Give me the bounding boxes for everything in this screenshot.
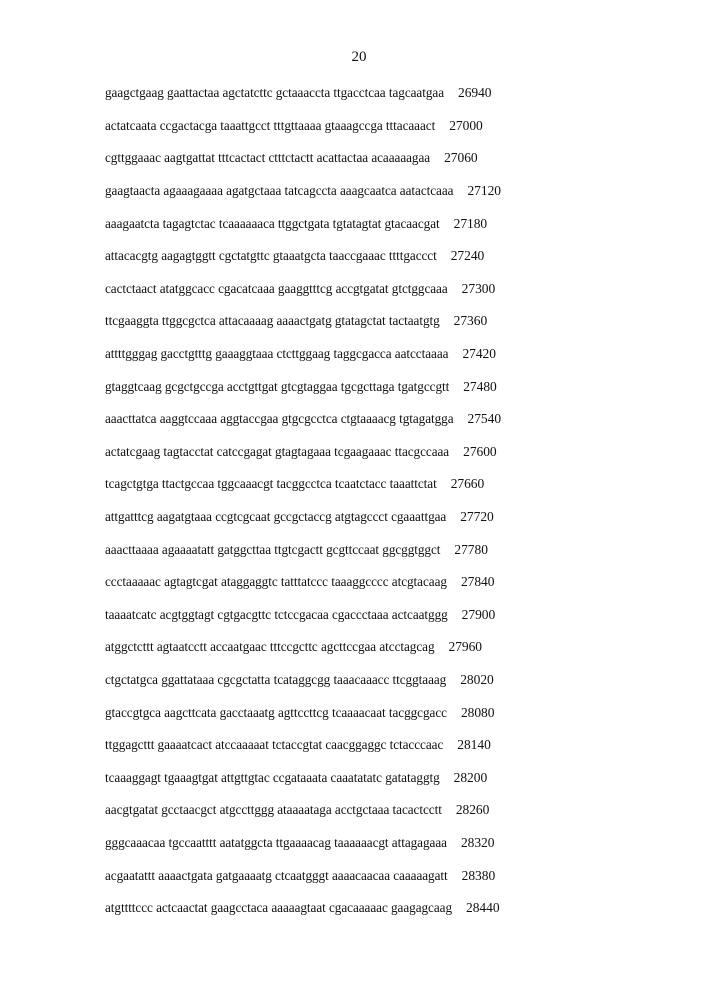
sequence-text: aaacttaaaa agaaaatatt gatggcttaa ttgtcgactt gcgttccaat ggcggtggct bbox=[105, 541, 441, 557]
sequence-row bbox=[105, 207, 575, 240]
sequence-text: cgttggaaac aagtgattat tttcactact ctttctactt acattactaa acaaaaagaa bbox=[105, 150, 431, 166]
sequence-text: actatcgaag tagtacctat catccgagat gtagtagaaa tcgaagaaac ttacgccaaa bbox=[105, 443, 450, 459]
sequence-position: 27540 bbox=[467, 411, 502, 427]
sequence-position: 28380 bbox=[461, 867, 496, 883]
sequence-row bbox=[105, 566, 575, 599]
sequence-position: 28020 bbox=[460, 671, 494, 687]
sequence-row bbox=[105, 142, 575, 175]
sequence-row bbox=[105, 631, 575, 664]
sequence-position: 27720 bbox=[460, 509, 494, 525]
sequence-row bbox=[105, 240, 575, 273]
sequence-position: 27660 bbox=[450, 476, 485, 492]
sequence-text: taaaatcatc acgtggtagt cgtgacgttc tctccgacaa cgaccctaaa actcaatggg bbox=[105, 606, 448, 622]
sequence-row bbox=[105, 436, 575, 469]
sequence-row bbox=[105, 501, 575, 534]
sequence-position: 27000 bbox=[449, 117, 483, 133]
sequence-position: 27420 bbox=[462, 346, 496, 362]
sequence-row bbox=[105, 892, 575, 925]
sequence-row bbox=[105, 468, 575, 501]
sequence-position: 28140 bbox=[457, 737, 491, 753]
sequence-position: 26940 bbox=[458, 85, 492, 101]
page-number: 20 bbox=[351, 49, 367, 65]
sequence-text: gaagtaacta agaaagaaaa agatgctaaa tatcagccta aaagcaatca aatactcaaa bbox=[105, 183, 454, 199]
sequence-text: tcaaaggagt tgaaagtgat attgttgtac ccgataaata caaatatatc gatataggtg bbox=[105, 769, 440, 785]
sequence-text: atggctcttt agtaatcctt accaatgaac tttccgcttc agcttccgaa atcctagcag bbox=[105, 639, 435, 655]
sequence-row bbox=[105, 175, 575, 208]
sequence-text: aaacttatca aaggtccaaa aggtaccgaa gtgcgcctca ctgtaaaacg tgtagatgga bbox=[105, 411, 454, 427]
sequence-position: 28260 bbox=[455, 802, 490, 818]
sequence-text: gggcaaacaa tgccaatttt aatatggcta ttgaaaacag taaaaaacgt attagagaaa bbox=[105, 834, 447, 850]
sequence-listing bbox=[105, 77, 575, 924]
sequence-text: gtaggtcaag gcgctgccga acctgttgat gtcgtaggaa tgcgcttaga tgatgccgtt bbox=[105, 378, 450, 394]
sequence-row bbox=[105, 696, 575, 729]
sequence-text: aaagaatcta tagagtctac tcaaaaaaca ttggctgata tgtatagtat gtacaacgat bbox=[105, 215, 440, 231]
sequence-text: ttggagcttt gaaaatcact atccaaaaat tctaccgtat caacggaggc tctacccaac bbox=[105, 737, 444, 753]
sequence-text: tcagctgtga ttactgccaa tggcaaacgt tacggcctca tcaatctacc taaattctat bbox=[105, 476, 437, 492]
sequence-text: acgaatattt aaaactgata gatgaaaatg ctcaatgggt aaaacaacaa caaaaagatt bbox=[105, 867, 448, 883]
sequence-position: 27780 bbox=[454, 541, 488, 557]
sequence-position: 27180 bbox=[453, 215, 488, 231]
sequence-text: attgatttcg aagatgtaaa ccgtcgcaat gccgctaccg atgtagccct cgaaattgaa bbox=[105, 509, 447, 525]
sequence-position: 28080 bbox=[460, 704, 495, 720]
sequence-row bbox=[105, 599, 575, 632]
sequence-row bbox=[105, 110, 575, 143]
sequence-row bbox=[105, 664, 575, 697]
sequence-text: atgttttccc actcaactat gaagcctaca aaaaagtaat cgacaaaaac gaagagcaag bbox=[105, 900, 453, 916]
sequence-row bbox=[105, 827, 575, 860]
sequence-position: 27960 bbox=[448, 639, 483, 655]
sequence-position: 27060 bbox=[444, 150, 478, 166]
sequence-row bbox=[105, 761, 575, 794]
sequence-position: 28200 bbox=[453, 769, 488, 785]
sequence-position: 27120 bbox=[467, 183, 501, 199]
sequence-position: 27360 bbox=[453, 313, 488, 329]
sequence-position: 27600 bbox=[463, 443, 497, 459]
sequence-row bbox=[105, 403, 575, 436]
sequence-position: 27240 bbox=[450, 248, 485, 264]
sequence-text: gaagctgaag gaattactaa agctatcttc gctaaaccta ttgacctcaa tagcaatgaa bbox=[105, 85, 444, 101]
sequence-text: gtaccgtgca aagcttcata gacctaaatg agttccttcg tcaaaacaat tacggcgacc bbox=[105, 704, 447, 720]
sequence-text: ccctaaaaac agtagtcgat ataggaggtc tatttatccc taaaggcccc atcgtacaag bbox=[105, 574, 447, 590]
sequence-text: ctgctatgca ggattataaa cgcgctatta tcataggcgg taaacaaacc ttcggtaaag bbox=[105, 671, 447, 687]
sequence-position: 27900 bbox=[461, 606, 496, 622]
sequence-row bbox=[105, 273, 575, 306]
sequence-row bbox=[105, 338, 575, 371]
sequence-row bbox=[105, 370, 575, 403]
sequence-position: 27840 bbox=[460, 574, 495, 590]
sequence-text: ttcgaaggta ttggcgctca attacaaaag aaaactgatg gtatagctat tactaatgtg bbox=[105, 313, 440, 329]
sequence-row bbox=[105, 305, 575, 338]
sequence-position: 27480 bbox=[463, 378, 497, 394]
sequence-text: aacgtgatat gcctaacgct atgccttggg ataaaataga acctgctaaa tacactcctt bbox=[105, 802, 442, 818]
sequence-text: actatcaata ccgactacga taaattgcct tttgttaaaa gtaaagccga tttacaaact bbox=[105, 117, 436, 133]
sequence-row bbox=[105, 794, 575, 827]
sequence-row bbox=[105, 533, 575, 566]
sequence-row bbox=[105, 77, 575, 110]
sequence-position: 27300 bbox=[461, 280, 496, 296]
sequence-text: attttgggag gacctgtttg gaaaggtaaa ctcttggaag taggcgacca aatcctaaaa bbox=[105, 346, 449, 362]
sequence-text: attacacgtg aagagtggtt cgctatgttc gtaaatgcta taaccgaaac ttttgaccct bbox=[105, 248, 437, 264]
sequence-text: cactctaact atatggcacc cgacatcaaa gaaggtttcg accgtgatat gtctggcaaa bbox=[105, 280, 448, 296]
sequence-position: 28440 bbox=[466, 900, 500, 916]
sequence-position: 28320 bbox=[460, 834, 495, 850]
sequence-row bbox=[105, 859, 575, 892]
sequence-row bbox=[105, 729, 575, 762]
